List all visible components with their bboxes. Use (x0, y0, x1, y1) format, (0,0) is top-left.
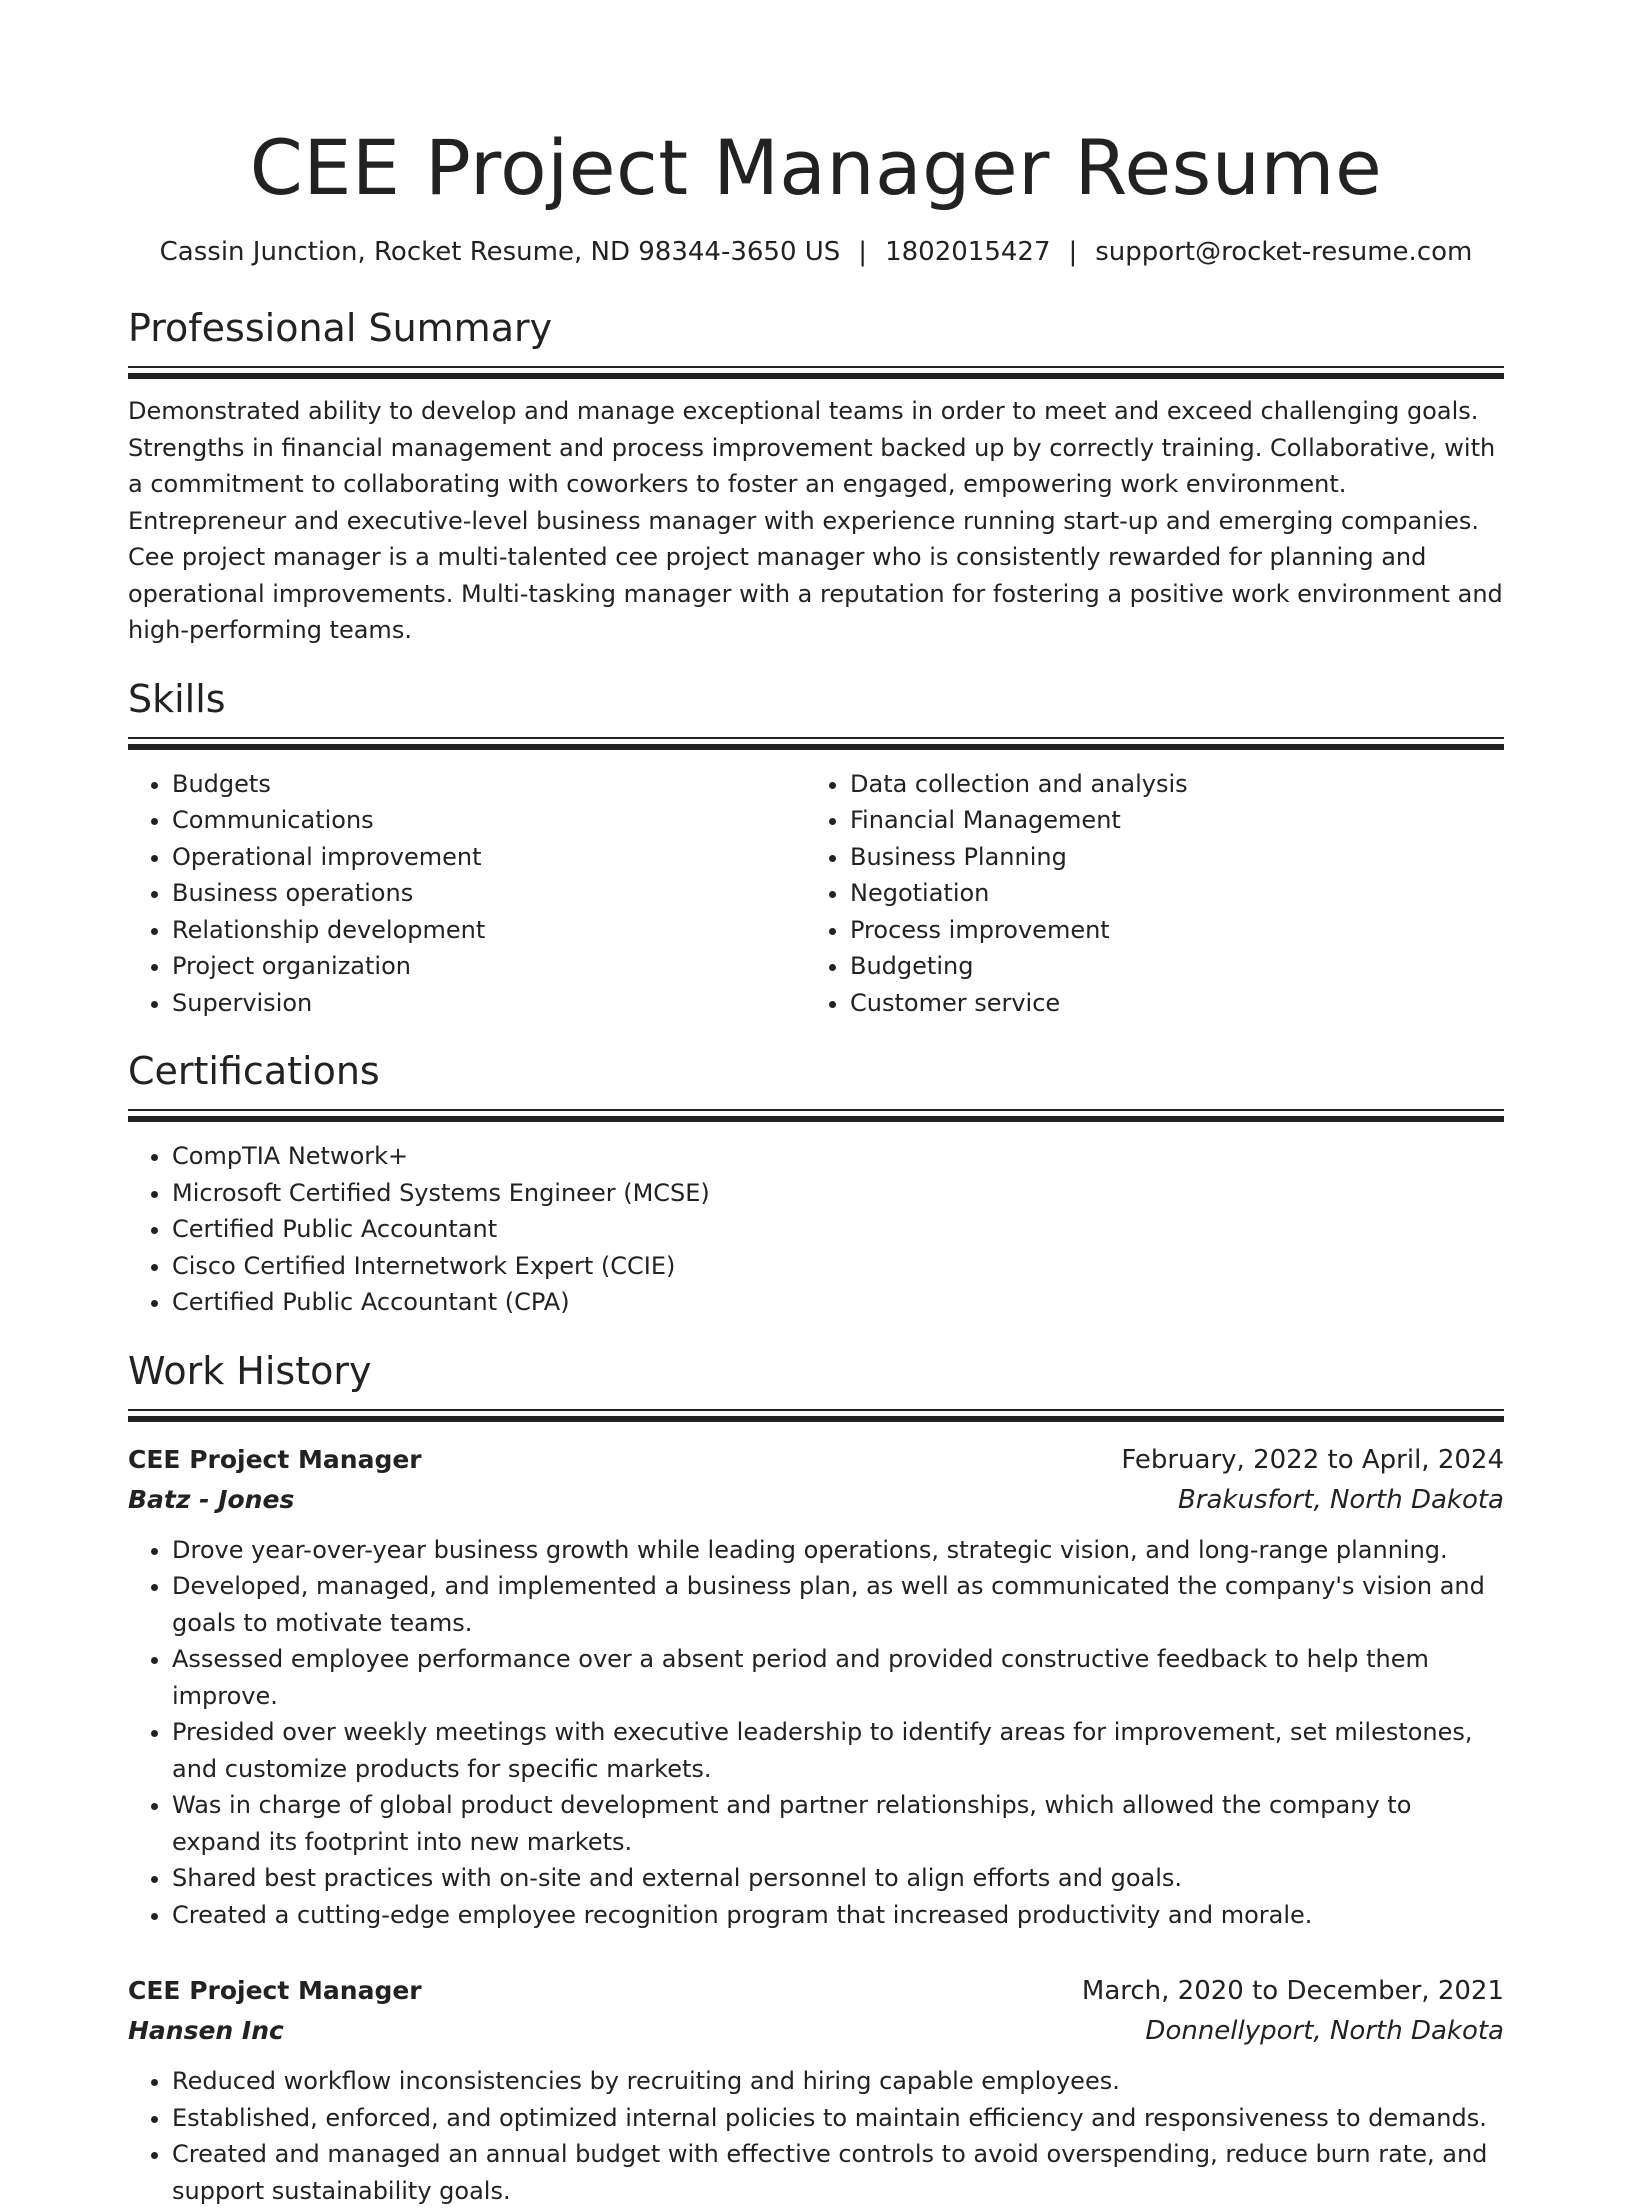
job-company: Hansen Inc (128, 2011, 284, 2051)
skills-column-right (806, 766, 1484, 1022)
job-entry (128, 1440, 1504, 1934)
job-title: CEE Project Manager (128, 1440, 422, 1480)
job-bullet: • Created a cutting-edge employee recognition program that increased productivity and morale. (172, 1897, 1504, 1934)
skill-item: • Data collection and analysis (850, 766, 1484, 803)
skill-item: • Financial Management (850, 802, 1484, 839)
contact-address: Cassin Junction, Rocket Resume, ND 98344-3650 US (160, 237, 841, 267)
skills-column-left (128, 766, 806, 1022)
section-divider (128, 737, 1504, 750)
job-bullet: • Developed, managed, and implemented a business plan, as well as communicated the company's vision and goals to motivate teams. (172, 1568, 1504, 1641)
section-divider (128, 366, 1504, 379)
section-divider (128, 1109, 1504, 1122)
resume-page (128, 0, 1504, 2209)
work-history-section (128, 1347, 1504, 2209)
certifications-list (128, 1138, 1504, 1321)
job-bullet: • Presided over weekly meetings with executive leadership to identify areas for improvement, set milestones, and customize products for specific markets. (172, 1714, 1504, 1787)
skill-item: • Business Planning (850, 839, 1484, 876)
skill-item: • Budgets (172, 766, 806, 803)
job-bullet: • Created and managed an annual budget with effective controls to avoid overspending, reduce burn rate, and support sustainability goals. (172, 2136, 1504, 2209)
skills-section (128, 675, 1504, 1022)
skill-item: • Process improvement (850, 912, 1484, 949)
skills-list-right (806, 766, 1484, 1022)
skill-item: • Budgeting (850, 948, 1484, 985)
job-bullet-list (128, 1532, 1504, 1934)
skill-item: • Operational improvement (172, 839, 806, 876)
contact-separator: | (840, 234, 885, 270)
skill-item: • Customer service (850, 985, 1484, 1022)
job-entry (128, 1971, 1504, 2209)
contact-phone: 1802015427 (885, 237, 1050, 267)
job-bullet: • Shared best practices with on-site and external personnel to align efforts and goals. (172, 1860, 1504, 1897)
skill-item: • Business operations (172, 875, 806, 912)
skill-item: • Project organization (172, 948, 806, 985)
skills-grid (128, 766, 1504, 1022)
contact-email: support@rocket-resume.com (1095, 237, 1472, 267)
job-bullets-wrapper (128, 2063, 1504, 2209)
certification-item: • Certified Public Accountant (172, 1211, 1504, 1248)
certifications-list-wrapper (128, 1138, 1504, 1321)
certification-item: • CompTIA Network+ (172, 1138, 1504, 1175)
job-header-row (128, 1440, 1504, 1480)
job-company: Batz - Jones (128, 1480, 294, 1520)
certification-item: • Cisco Certified Internetwork Expert (CCIE) (172, 1248, 1504, 1285)
skill-item: • Supervision (172, 985, 806, 1022)
job-company-row (128, 2011, 1504, 2051)
summary-section (128, 304, 1504, 649)
section-divider (128, 1409, 1504, 1422)
work-history-heading: Work History (128, 1347, 1504, 1395)
job-dates: March, 2020 to December, 2021 (1082, 1971, 1504, 2011)
certifications-section (128, 1047, 1504, 1321)
job-bullet: • Established, enforced, and optimized internal policies to maintain efficiency and responsiveness to demands. (172, 2100, 1504, 2137)
certifications-heading: Certifications (128, 1047, 1504, 1095)
job-location: Brakusfort, North Dakota (1178, 1480, 1504, 1520)
resume-title: CEE Project Manager Resume (128, 0, 1504, 218)
contact-line (128, 234, 1504, 270)
job-bullet-list (128, 2063, 1504, 2209)
skills-heading: Skills (128, 675, 1504, 723)
job-company-row (128, 1480, 1504, 1520)
skill-item: • Relationship development (172, 912, 806, 949)
contact-separator: | (1050, 234, 1095, 270)
job-bullets-wrapper (128, 1532, 1504, 1934)
summary-text: Demonstrated ability to develop and manage exceptional teams in order to meet and exceed challenging goals. Strengths in financial management and process improvement backed up by correctly training. Collaborative, with a commitment to collaborating with coworkers to foster an engaged, empowering work environment. Entrepreneur and executive-level business manager with experience running start-up and emerging companies. Cee project manager is a multi-talented cee project manager who is consistently rewarded for planning and operational improvements. Multi-tasking manager with a reputation for fostering a positive work environment and high-performing teams. (128, 393, 1504, 649)
skill-item: • Negotiation (850, 875, 1484, 912)
job-bullet: • Was in charge of global product development and partner relationships, which allowed the company to expand its footprint into new markets. (172, 1787, 1504, 1860)
job-location: Donnellyport, North Dakota (1145, 2011, 1504, 2051)
summary-heading: Professional Summary (128, 304, 1504, 352)
certification-item: • Microsoft Certified Systems Engineer (MCSE) (172, 1175, 1504, 1212)
skills-list-left (128, 766, 806, 1022)
job-bullet: • Reduced workflow inconsistencies by recruiting and hiring capable employees. (172, 2063, 1504, 2100)
skill-item: • Communications (172, 802, 806, 839)
job-bullet: • Drove year-over-year business growth while leading operations, strategic vision, and long-range planning. (172, 1532, 1504, 1569)
job-header-row (128, 1971, 1504, 2011)
job-bullet: • Assessed employee performance over a absent period and provided constructive feedback to help them improve. (172, 1641, 1504, 1714)
certification-item: • Certified Public Accountant (CPA) (172, 1284, 1504, 1321)
job-dates: February, 2022 to April, 2024 (1121, 1440, 1504, 1480)
job-title: CEE Project Manager (128, 1971, 422, 2011)
